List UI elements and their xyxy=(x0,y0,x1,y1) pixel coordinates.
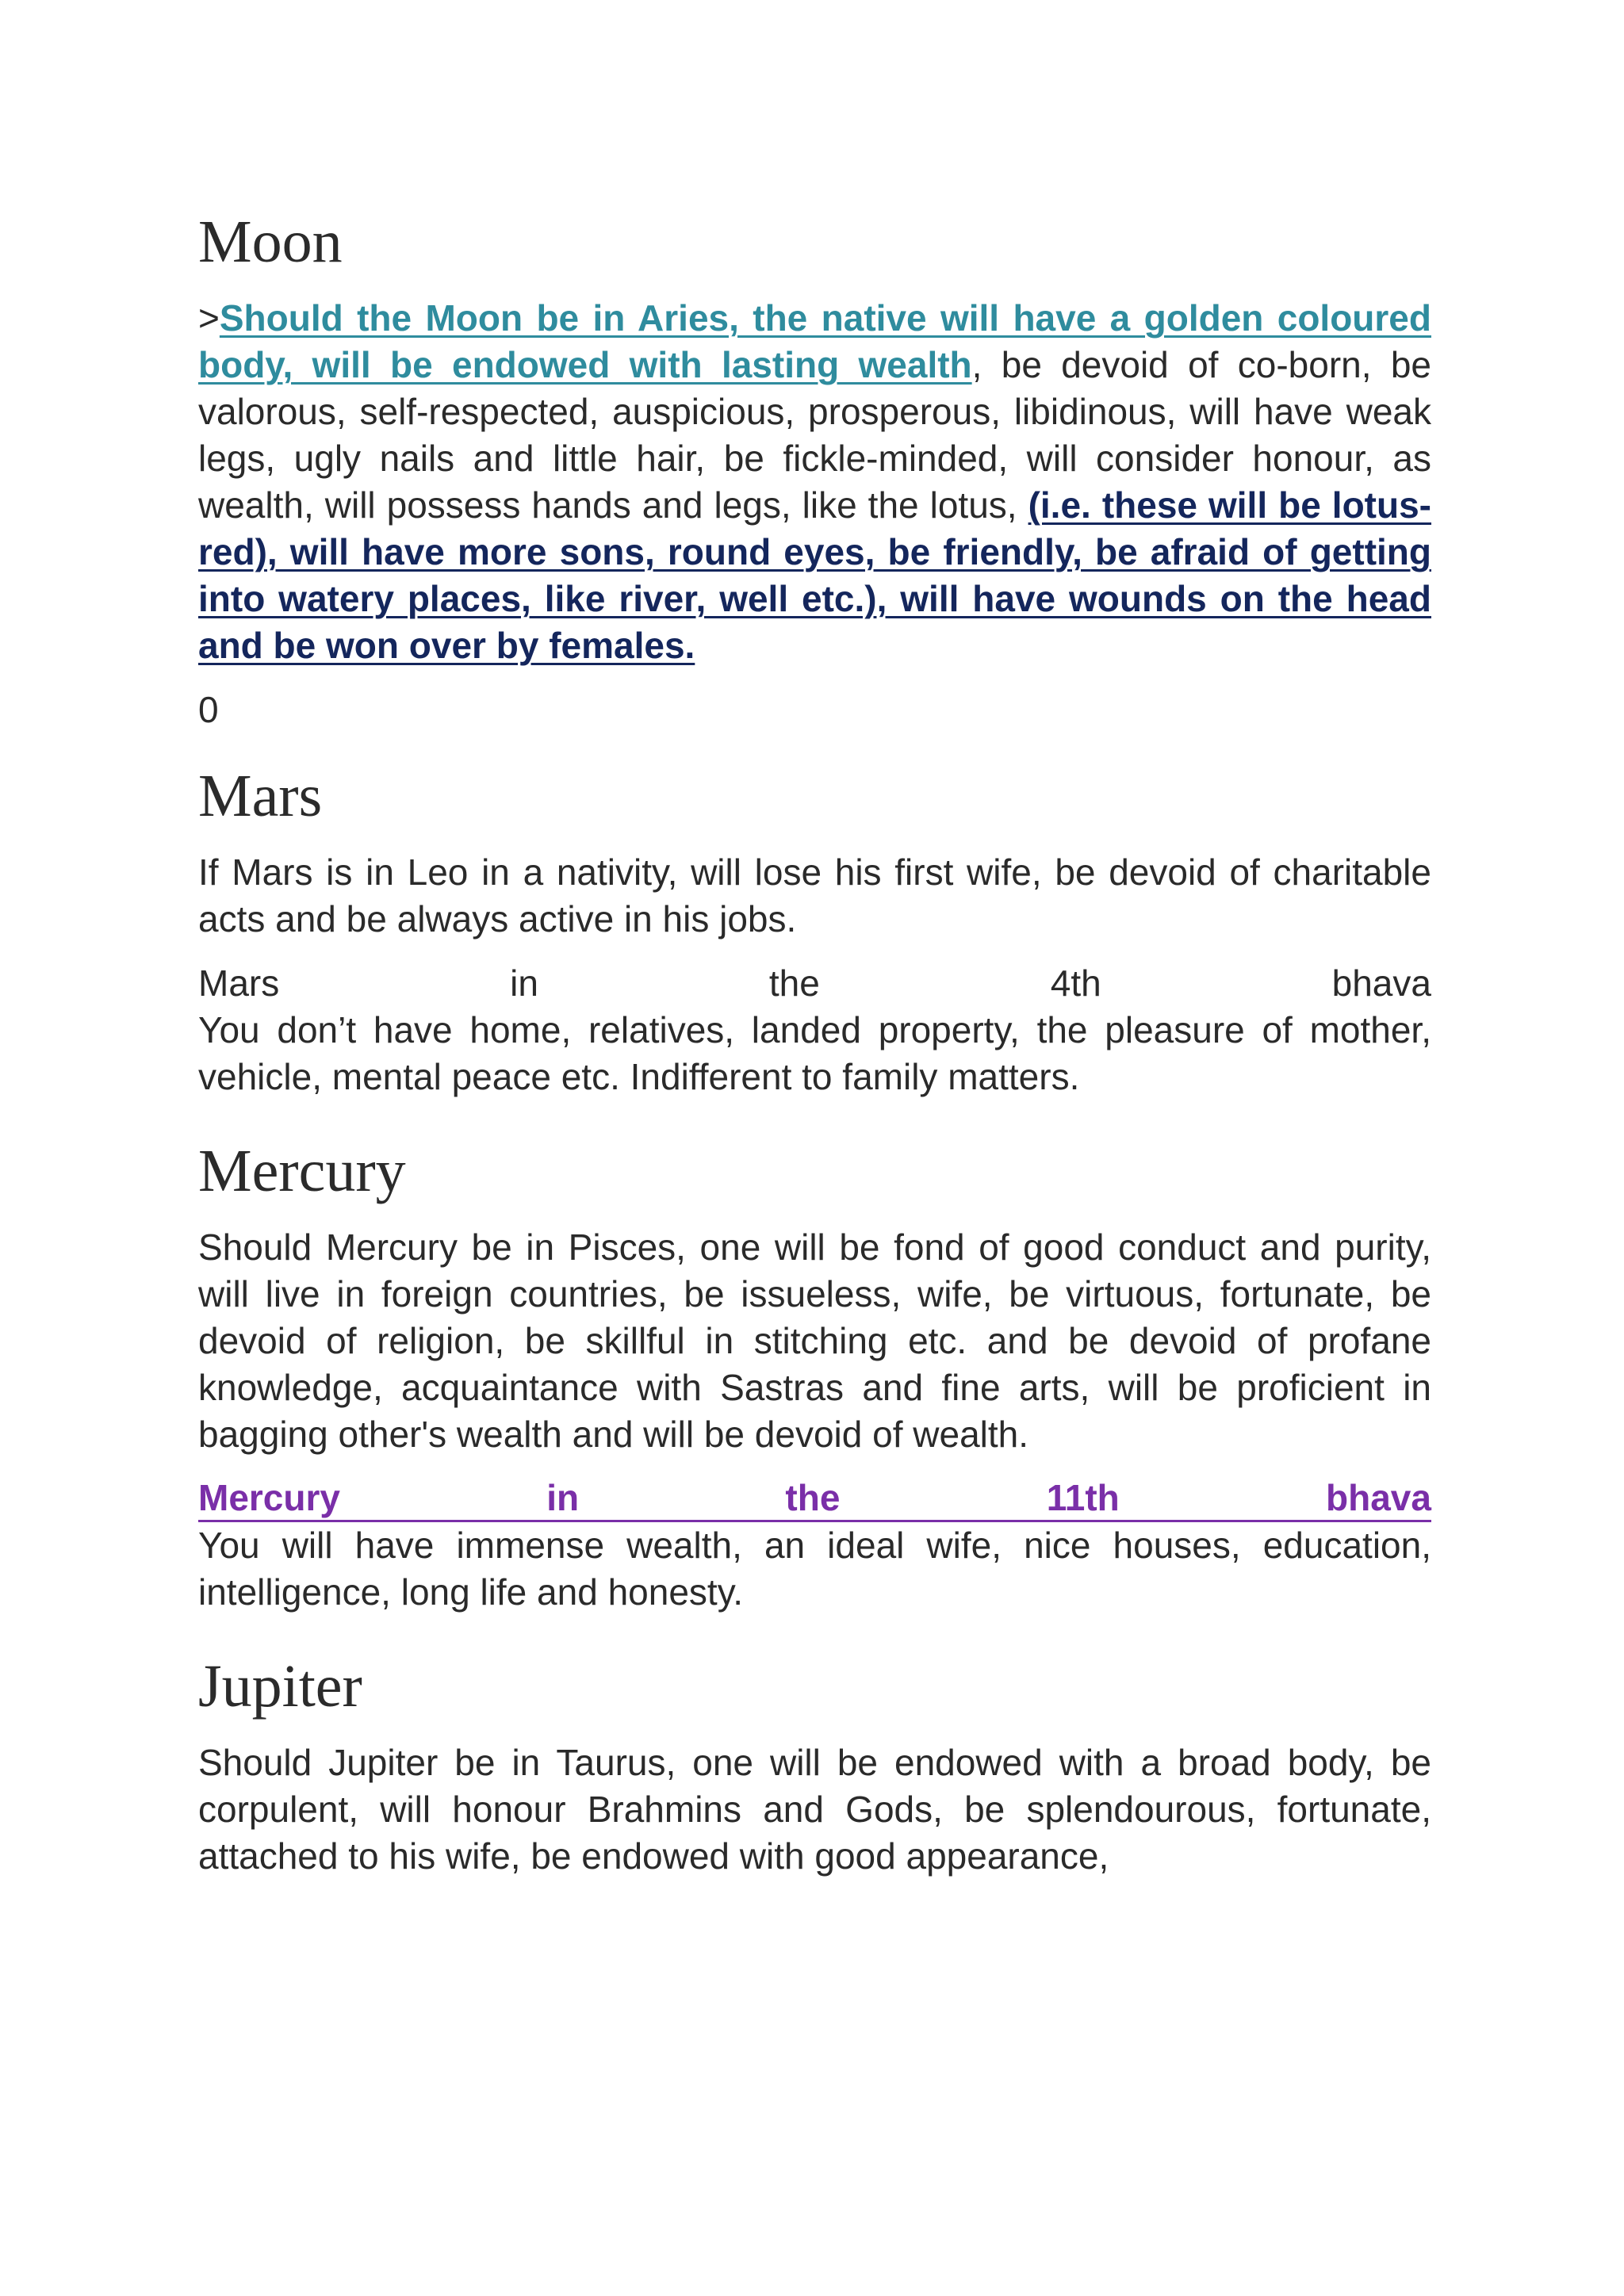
moon-link-aries[interactable]: Should the Moon be in Aries, the native will have a golden coloured body, will be endowed with lasting wealth xyxy=(198,297,1431,385)
section-moon xyxy=(198,206,1431,733)
section-jupiter xyxy=(198,1651,1431,1880)
mars-paragraph: If Mars is in Leo in a nativity, will lose his first wife, be devoid of charitable acts and be always active in his jobs. xyxy=(198,851,1431,939)
mars-bhava-block xyxy=(198,960,1431,1100)
section-mars xyxy=(198,760,1431,1100)
mercury-bhava-block xyxy=(198,1475,1431,1616)
mars-bhava-text: You don’t have home, relatives, landed property, the pleasure of mother, vehicle, mental peace etc. Indifferent to family matters. xyxy=(198,1009,1431,1097)
mars-bhava-word: Mars xyxy=(198,962,280,1004)
mercury-bhava-word: in xyxy=(546,1477,580,1518)
section-mercury xyxy=(198,1135,1431,1616)
document-page xyxy=(198,206,1431,1897)
mars-bhava-word: in xyxy=(510,962,538,1004)
mercury-paragraph: Should Mercury be in Pisces, one will be fond of good conduct and purity, will live in foreign countries, be issueless, wife, be virtuous, fortunate, be devoid of religion, be skillful in stitching etc. and be devoid of profane knowledge, acquaintance with Sastras and fine arts, will be proficient in bagging other's wealth and will be devoid of wealth. xyxy=(198,1226,1431,1455)
mercury-bhava-text: You will have immense wealth, an ideal wife, nice houses, education, intelligence, long life and honesty. xyxy=(198,1525,1431,1613)
heading-mercury: Mercury xyxy=(198,1138,406,1204)
mercury-bhava-word: 11th xyxy=(1046,1477,1120,1518)
heading-jupiter: Jupiter xyxy=(198,1653,362,1720)
moon-paragraph xyxy=(198,295,1431,669)
moon-text: , be devoid of co-born, be valorous, self-respected, auspicious, prosperous, libidinous, will have weak legs, ugly nails and little hair, be fickle-minded, will consider honour, as wealth, will possess hands and legs, like the lotus, xyxy=(198,344,1431,526)
mercury-bhava-word: bhava xyxy=(1326,1477,1431,1518)
mercury-bhava-link[interactable] xyxy=(198,1475,1431,1522)
moon-link-lotus[interactable]: (i.e. these will be lotus-red), will have more sons, round eyes, be friendly, be afraid of getting into watery places, like river, well etc.), will have wounds on the head and be won over by females. xyxy=(198,484,1432,666)
mercury-bhava-word: the xyxy=(785,1477,841,1518)
mars-bhava-word: 4th xyxy=(1050,962,1101,1004)
heading-mars: Mars xyxy=(198,763,323,829)
mars-bhava-word: the xyxy=(768,962,820,1004)
moon-count: 0 xyxy=(198,689,219,730)
mars-bhava-line xyxy=(198,960,1431,1007)
moon-prefix: > xyxy=(198,297,220,339)
heading-moon: Moon xyxy=(198,209,343,275)
jupiter-paragraph: Should Jupiter be in Taurus, one will be endowed with a broad body, be corpulent, will honour Brahmins and Gods, be splendourous, fortunate, attached to his wife, be endowed with good appearance, xyxy=(198,1742,1431,1877)
mercury-bhava-word: Mercury xyxy=(198,1477,340,1518)
mars-bhava-word: bhava xyxy=(1331,962,1431,1004)
